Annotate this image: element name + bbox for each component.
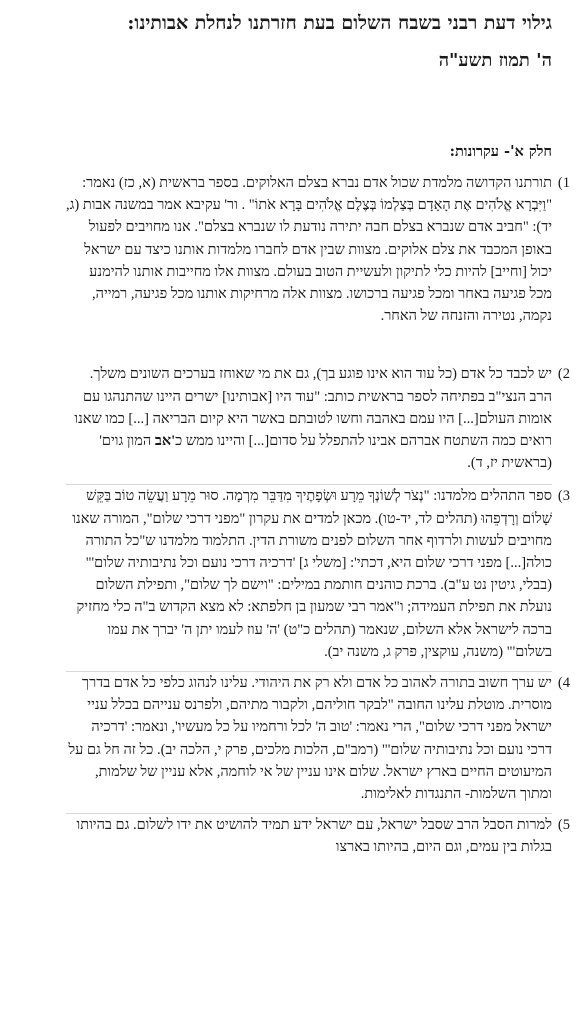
item-text-tail: המון גוים' (בראשית יז, ד).: [99, 433, 552, 472]
item-text: [66, 363, 552, 474]
item-text-bold: 'אב: [154, 433, 176, 450]
item-text: יש ערך חשוב בתורה לאהוב כל אדם ולא רק את היהודי. עלינו לנהוג כלפי כל אדם בדרך מוסרית. מוטלת עלינו החובה "לבקר חוליהם, ולקבור מתיהם, ולפרנס ענייהם בכלל עניי ישראל מפני דרכי שלום", הרי נאמר: 'טוב ה' לכל ורחמיו על כל מעשיו', ונאמר: 'דרכיה דרכי נועם וכל נתיבותיה שלום'" (רמב"ם, הלכות מלכים, פרק י, הלכה יב). כל זה חל גם על המיעוטים החיים בארץ ישראל. שלום אינו עניין של אי לוחמה, אלא עניין של שלמות, ומתוך השלמות- התנגדות לאלימות.: [68, 675, 552, 803]
item-number: 5): [557, 817, 570, 834]
document-date: ה' תמוז תשע"ה: [438, 50, 552, 71]
item-number: 1): [557, 175, 570, 191]
list-item: [66, 813, 570, 858]
item-text: למרות הסבל הרב שסבל ישראל, עם ישראל ידע תמיד להושיט את ידו לשלום. גם בהיותו בגלות בין עמים, וגם היום, בהיותו בארצו: [76, 817, 552, 856]
list-item: [66, 172, 570, 327]
item-text: ספר התהלים מלמדנו: "נְצֹר לְשׁוֹנְךָ מֵרָע וּשְׂפָתֶיךָ מִדַּבֵּר מִרְמָה. סוּר מֵרָע וַעֲשֵׂה טוֹב בַּקֵּשׁ שָׁלוֹם וְרָדְפֵהוּ (תהלים לד, יד-טו). מכאן למדים את עקרון "מפני דרכי שלום", המורה שאנו מחויבים לעשות ולרדוף אחר השלום לפנים משורת הדין. התלמוד מלמדנו ש"כל התורה כולה[...] מפני דרכי שלום היא, דכתי': [משלי ג] 'דרכיה דרכי נועם וכל נתיבותיה שלום'" (בבלי, גיטין נט ע"ב). ברכת כוהנים חותמת במילים: "וישם לך שלום", ותפילת השלום נועלת את תפילת העמידה; ו"אמר רבי שמעון בן חלפתא: לא מצא הקדוש ב"ה כלי מחזיק ברכה לישראל אלא השלום, שנאמר (תהלים כ"ט) 'ה' עוז לעמו יתן ה' יברך את עמו בשלום'" (משנה, עוקצין, פרק ג, משנה יב).: [72, 488, 552, 660]
item-number: 4): [557, 675, 570, 692]
item-text-body: יש לכבד כל אדם (כל עוד הוא אינו פוגע בך), גם את מי שאוחז בערכים השונים משלך. הרב הנצי"ב בפתיחה לספר בראשית כותב: "עוד היו [אבותינו] ישרים היינו שהתנהגו עם אומות העולם[...] היו עמם באהבה וחשו לטובתם באשר היא קיום הבריאה [...] כמו שאנו רואים כמה השתטח אברהם אבינו להתפלל על סדום[...] והיינו ממש כ: [74, 366, 552, 450]
item-text: תורתנו הקדושה מלמדת שכול אדם נברא בצלם האלוקים. בספר בראשית (א, כז) נאמר: "וַיִּבְרָא אֱלֹהִים אֶת הָאָדָם בְּצַלְמוֹ בְּצֶלֶם אֱלֹהִים בָּרָא אֹתוֹ" . ור' עקיבא אמר במשנה אבות (ג, יד): "חביב אדם שנברא בצלם חבה יתירה נודעת לו שנברא בצלם". אנו מחויבים לפעול באופן המכבד את צלם אלוקים. מצוות שבין אדם לחברו מלמדות אותנו כיצד עם ישראל יכול [וחייב] להיות כלי לתיקון ולעשיית הטוב בעולם. מצוות אלו מחייבות אותנו להימנע מכל פגיעה באחר ומכל פגיעה ברכושו. מצוות אלה מרחיקות אותנו מכל פגיעה, רמייה, נקמה, נטירה והזנחה של האחר.: [66, 175, 552, 325]
list-item: [66, 484, 570, 663]
list-item: [66, 363, 570, 474]
list-item: [66, 671, 570, 805]
section-heading: חלק א'- עקרונות:: [449, 143, 552, 160]
item-number: 3): [557, 488, 570, 505]
item-number: 2): [557, 366, 570, 383]
document-title: גילוי דעת רבני בשבח השלום בעת חזרתנו לנחלת אבותינו:: [127, 12, 552, 34]
